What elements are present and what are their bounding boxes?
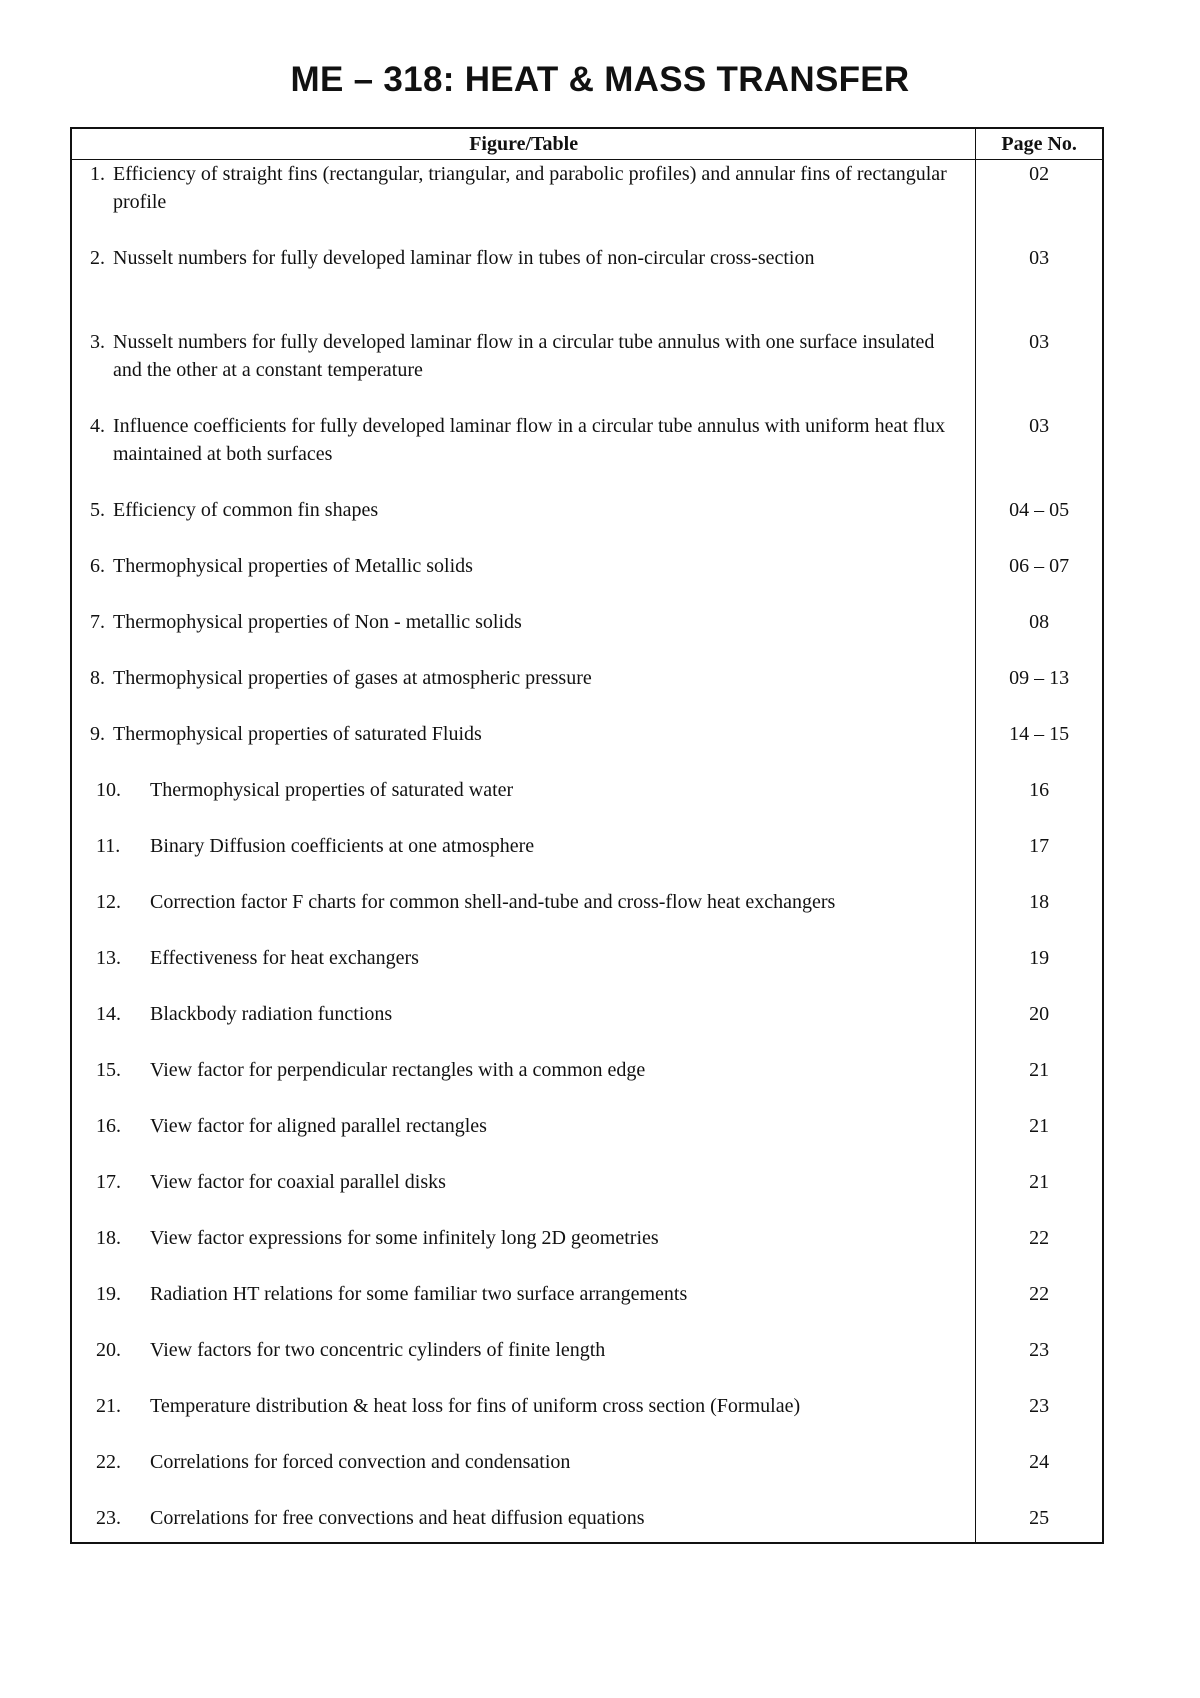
- row-title-cell: [71, 1112, 976, 1168]
- item-title: Nusselt numbers for fully developed laminar flow in a circular tube annulus with one surface insulated and the other at a constant temperature: [113, 331, 935, 381]
- row-title-cell: [71, 776, 976, 832]
- table-row: [71, 1280, 1103, 1336]
- table-row: [71, 1336, 1103, 1392]
- item-number: 2.: [90, 247, 105, 269]
- row-title-cell: [71, 1336, 976, 1392]
- table-row: [71, 1112, 1103, 1168]
- item-number: 9.: [90, 723, 105, 745]
- item-number: 13.: [96, 947, 121, 969]
- row-title-cell: [71, 1168, 976, 1224]
- item-number: 10.: [96, 779, 121, 801]
- row-title-cell: [71, 1056, 976, 1112]
- contents-table: [70, 127, 1104, 1544]
- list-item: [72, 1504, 975, 1532]
- page-number: 19: [1029, 947, 1050, 969]
- list-item: [72, 1224, 975, 1252]
- table-header-row: [71, 128, 1103, 160]
- page-number: 18: [1029, 891, 1050, 913]
- row-title-cell: [71, 1448, 976, 1504]
- item-title: Blackbody radiation functions: [150, 1003, 393, 1025]
- item-title: Correlations for free convections and heat diffusion equations: [150, 1507, 645, 1529]
- row-title-cell: [71, 1280, 976, 1336]
- row-title-cell: [71, 832, 976, 888]
- row-title-cell: [71, 944, 976, 1000]
- item-number: 7.: [90, 611, 105, 633]
- table-row: [71, 1000, 1103, 1056]
- item-number: 14.: [96, 1003, 121, 1025]
- page-number: 25: [1029, 1507, 1050, 1529]
- table-row: [71, 244, 1103, 328]
- item-title: Radiation HT relations for some familiar two surface arrangements: [150, 1283, 688, 1305]
- table-row: [71, 552, 1103, 608]
- page-number: 08: [1029, 611, 1050, 633]
- list-item: [72, 1168, 975, 1196]
- page-number: 16: [1029, 779, 1050, 801]
- item-number: 11.: [96, 835, 121, 857]
- table-row: [71, 1448, 1103, 1504]
- item-title: Binary Diffusion coefficients at one atmosphere: [150, 835, 535, 857]
- table-row: [71, 412, 1103, 496]
- page-number: 21: [1029, 1059, 1050, 1081]
- table-row: [71, 160, 1103, 245]
- header-page-no: Page No.: [976, 128, 1103, 160]
- item-title: Temperature distribution & heat loss for fins of uniform cross section (Formulae): [150, 1395, 801, 1417]
- item-number: 4.: [90, 415, 105, 437]
- item-number: 5.: [90, 499, 105, 521]
- row-title-cell: [71, 888, 976, 944]
- table-row: [71, 664, 1103, 720]
- row-title-cell: [71, 608, 976, 664]
- page-number: 21: [1029, 1171, 1050, 1193]
- row-title-cell: [71, 1224, 976, 1280]
- row-title-cell: [71, 496, 976, 552]
- list-item: [72, 496, 975, 524]
- item-title: Efficiency of straight fins (rectangular, triangular, and parabolic profiles) and annular fins of rectangular profile: [113, 163, 947, 213]
- table-row: [71, 496, 1103, 552]
- row-title-cell: [71, 1000, 976, 1056]
- list-item: [72, 1392, 975, 1420]
- page-number: 09 – 13: [1009, 667, 1070, 689]
- list-item: [72, 328, 975, 384]
- item-number: 19.: [96, 1283, 121, 1305]
- page-number: 03: [1029, 331, 1050, 353]
- list-item: [72, 888, 975, 916]
- page-number: 14 – 15: [1009, 723, 1070, 745]
- item-title: View factor for perpendicular rectangles with a common edge: [150, 1059, 646, 1081]
- list-item: [72, 832, 975, 860]
- page-number: 20: [1029, 1003, 1050, 1025]
- item-number: 18.: [96, 1227, 121, 1249]
- table-row: [71, 1224, 1103, 1280]
- table-row: [71, 776, 1103, 832]
- item-number: 12.: [96, 891, 121, 913]
- item-number: 20.: [96, 1339, 121, 1361]
- item-title: Influence coefficients for fully developed laminar flow in a circular tube annulus with uniform heat flux maintained at both surfaces: [113, 415, 946, 465]
- item-number: 16.: [96, 1115, 121, 1137]
- page-number: 04 – 05: [1009, 499, 1070, 521]
- row-title-cell: [71, 720, 976, 776]
- row-title-cell: [71, 328, 976, 412]
- list-item: [72, 412, 975, 468]
- table-row: [71, 1168, 1103, 1224]
- item-number: 15.: [96, 1059, 121, 1081]
- table-row: [71, 608, 1103, 664]
- item-title: Thermophysical properties of gases at atmospheric pressure: [113, 667, 592, 689]
- page-number: 23: [1029, 1339, 1050, 1361]
- item-title: View factor expressions for some infinitely long 2D geometries: [150, 1227, 659, 1249]
- table-row: [71, 1392, 1103, 1448]
- item-number: 1.: [90, 163, 105, 185]
- item-title: Efficiency of common fin shapes: [113, 499, 379, 521]
- page-number: 06 – 07: [1009, 555, 1070, 577]
- item-title: Thermophysical properties of saturated Fluids: [113, 723, 482, 745]
- table-row: [71, 328, 1103, 412]
- table-row: [71, 1056, 1103, 1112]
- page-number: 23: [1029, 1395, 1050, 1417]
- list-item: [72, 944, 975, 972]
- list-item: [72, 244, 975, 272]
- item-title: View factors for two concentric cylinders of finite length: [150, 1339, 606, 1361]
- row-title-cell: [71, 244, 976, 328]
- item-title: Correlations for forced convection and condensation: [150, 1451, 571, 1473]
- page-number: 22: [1029, 1227, 1050, 1249]
- page-number: 03: [1029, 415, 1050, 437]
- table-body: [71, 160, 1103, 1544]
- item-title: Effectiveness for heat exchangers: [150, 947, 419, 969]
- row-title-cell: [71, 552, 976, 608]
- item-number: 17.: [96, 1171, 121, 1193]
- list-item: [72, 664, 975, 692]
- table-row: [71, 720, 1103, 776]
- page-number: 17: [1029, 835, 1050, 857]
- item-number: 6.: [90, 555, 105, 577]
- item-title: Thermophysical properties of Non - metallic solids: [113, 611, 522, 633]
- item-number: 22.: [96, 1451, 121, 1473]
- list-item: [72, 552, 975, 580]
- row-title-cell: [71, 1504, 976, 1543]
- item-number: 8.: [90, 667, 105, 689]
- list-item: [72, 720, 975, 748]
- page-title: ME – 318: HEAT & MASS TRANSFER: [290, 60, 910, 99]
- page-number: 21: [1029, 1115, 1050, 1137]
- page-number: 02: [1029, 163, 1050, 185]
- row-title-cell: [71, 1392, 976, 1448]
- list-item: [72, 1000, 975, 1028]
- list-item: [72, 1280, 975, 1308]
- item-number: 21.: [96, 1395, 121, 1417]
- item-number: 3.: [90, 331, 105, 353]
- list-item: [72, 1336, 975, 1364]
- item-title: View factor for coaxial parallel disks: [150, 1171, 446, 1193]
- item-title: Correction factor F charts for common shell-and-tube and cross-flow heat exchangers: [150, 891, 836, 913]
- page-number: 24: [1029, 1451, 1050, 1473]
- table-row: [71, 888, 1103, 944]
- page-number: 03: [1029, 247, 1050, 269]
- table-row: [71, 1504, 1103, 1543]
- list-item: [72, 1056, 975, 1084]
- item-title: View factor for aligned parallel rectangles: [150, 1115, 487, 1137]
- list-item: [72, 608, 975, 636]
- item-title: Nusselt numbers for fully developed laminar flow in tubes of non-circular cross-section: [113, 247, 815, 269]
- list-item: [72, 1112, 975, 1140]
- row-title-cell: [71, 412, 976, 496]
- page-number: 22: [1029, 1283, 1050, 1305]
- row-title-cell: [71, 160, 976, 245]
- list-item: [72, 160, 975, 216]
- table-row: [71, 944, 1103, 1000]
- table-row: [71, 832, 1103, 888]
- row-title-cell: [71, 664, 976, 720]
- list-item: [72, 776, 975, 804]
- item-number: 23.: [96, 1507, 121, 1529]
- item-title: Thermophysical properties of Metallic solids: [113, 555, 473, 577]
- list-item: [72, 1448, 975, 1476]
- header-figure-table: Figure/Table: [71, 128, 976, 160]
- item-title: Thermophysical properties of saturated water: [150, 779, 514, 801]
